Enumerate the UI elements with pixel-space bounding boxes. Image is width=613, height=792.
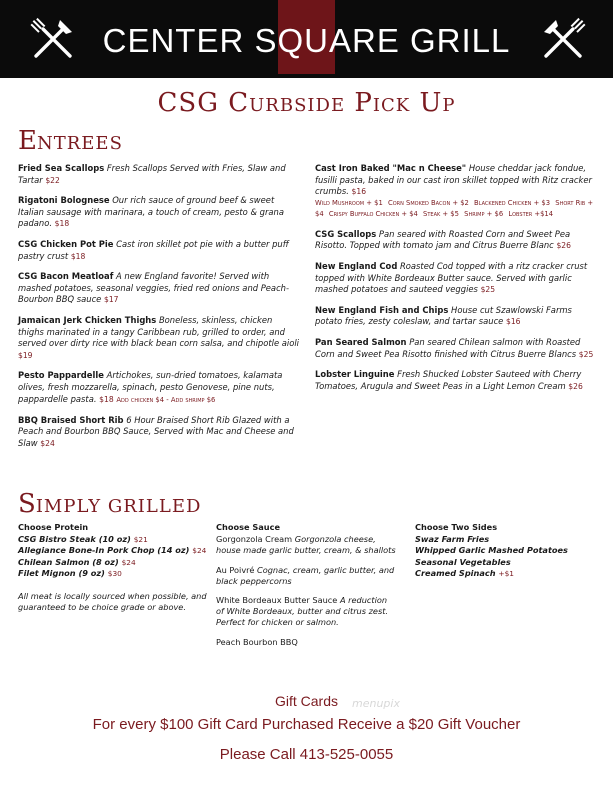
entrees-heading: [18, 126, 123, 156]
entrees-right-column: [315, 163, 599, 401]
grilled-heading-initial: S: [18, 489, 36, 519]
sauce-option: [216, 565, 396, 587]
item-price: $22: [45, 175, 60, 185]
protein-price: $30: [107, 568, 122, 578]
item-description: House cut Szawlowski Farms potato fries, zesty coleslaw, and tartar sauce: [315, 304, 572, 327]
protein-option: [18, 568, 208, 579]
menu-item: [315, 163, 599, 220]
item-name: Cast Iron Baked "Mac n Cheese": [315, 163, 467, 173]
item-price: $25: [480, 285, 496, 295]
protein-name: Allegiance Bone-In Pork Chop (14 oz): [18, 545, 190, 556]
sauce-name: White Bordeaux Butter Sauce: [216, 595, 338, 606]
item-description: Boneless, skinless, chicken thighs marinated in a tangy Caribbean rub, grilled to order, and served over dirty rice with black bean corn salsa, and chipotle aioli: [18, 314, 300, 349]
item-price: $18: [70, 251, 86, 261]
item-name: New England Cod: [315, 260, 398, 271]
item-addons: Add chicken $4 - Add shrimp $6: [116, 395, 216, 404]
item-price: $18: [54, 219, 70, 229]
protein-name: Filet Mignon (9 oz): [18, 567, 105, 578]
phone-number: Please Call 413-525-0055: [219, 746, 394, 763]
menu-item: [18, 163, 300, 186]
item-name: Lobster Linguine: [315, 369, 395, 380]
protein-heading: Choose Protein: [18, 522, 89, 532]
sauce-name: Peach Bourbon BBQ: [216, 636, 298, 647]
protein-name: Chilean Salmon (8 oz): [18, 556, 119, 567]
addon-option: Wild Mushroom + $1: [315, 198, 383, 207]
menu-item: [315, 229, 599, 252]
sourcing-note: All meat is locally sourced when possible, and guaranteed to be choice grade or above.: [18, 591, 207, 613]
item-description: Roasted Cod topped with a ritz cracker crust topped with White Bordeaux Butter sauce. Served with garlic mashed potatoes and sauteed veggies: [315, 260, 588, 295]
menu-item: [18, 239, 300, 262]
item-name: Pesto Pappardelle: [18, 370, 104, 381]
side-name: Seasonal Vegetables: [415, 556, 511, 567]
item-price: $18: [99, 394, 114, 404]
menu-item: [18, 370, 300, 405]
gift-cards-title: Gift Cards: [274, 693, 338, 709]
entrees-heading-rest: NTREES: [36, 133, 123, 154]
side-option: [415, 568, 600, 579]
protein-option: [18, 534, 208, 545]
item-name: BBQ Braised Short Rib: [18, 414, 124, 425]
addon-option: Corn Smoked Bacon + $2: [387, 198, 469, 207]
addon-option: Steak + $5: [423, 209, 459, 218]
menu-item: [315, 305, 599, 328]
sauce-description: Cognac, cream, garlic butter, and black peppercorns: [216, 564, 395, 586]
restaurant-name: CENTER SQUARE GRILL: [102, 22, 511, 59]
grilled-heading-rest: IMPLY GRILLED: [35, 496, 202, 517]
item-name: New England Fish and Chips: [315, 304, 449, 315]
protein-name: CSG Bistro Steak (10 oz): [18, 534, 131, 545]
sauce-heading: Choose Sauce: [216, 522, 281, 532]
header-banner: [0, 0, 613, 78]
item-price: $24: [40, 438, 55, 448]
item-description: House cheddar jack fondue, fusilli pasta, baked in our cast iron skillet topped with Ritz cracker crumbs.: [315, 163, 592, 197]
item-description: Pan seared with Roasted Corn and Sweet Pea Risotto. Topped with tomato jam and Citrus Buerre Blanc: [315, 228, 571, 251]
item-description: A new England favorite! Served with mashed potatoes, seasonal veggies, fried red onions and Peach-Bourbon BBQ sauce: [18, 271, 289, 305]
entrees-heading-initial: E: [18, 126, 37, 156]
sauce-option: [216, 595, 396, 629]
side-name: Whipped Garlic Mashed Potatoes: [415, 545, 568, 556]
sides-column: [415, 522, 600, 579]
item-description: Fresh Scallops Served with Fries, Slaw and Tartar: [18, 163, 286, 185]
addon-option: Short Rib + $4: [315, 198, 594, 218]
menu-item: [18, 415, 300, 450]
item-name: Rigatoni Bolognese: [18, 195, 110, 206]
entrees-left-column: [18, 163, 300, 458]
item-description: Artichokes, sun-dried tomatoes, kalamata olives, fresh mozzarella, spinach, pesto Genovese, pine nuts, pappardelle pasta.: [18, 370, 283, 404]
protein-price: $24: [192, 546, 207, 556]
gift-card-offer: For every $100 Gift Card Purchased Receive a $20 Gift Voucher: [92, 716, 521, 733]
protein-column: [18, 522, 208, 613]
fork-knife-icon: [540, 16, 586, 62]
menu-item: [315, 261, 599, 296]
side-name: Swaz Farm Fries: [415, 534, 490, 545]
item-price: $25: [578, 349, 594, 359]
item-name: CSG Bacon Meatloaf: [18, 271, 114, 282]
addon-option: Lobster +$14: [508, 209, 554, 218]
item-description: Pan seared Chilean salmon with Roasted Corn and Sweet Pea Risotto finished with Citrus Buerre Blancs: [315, 336, 581, 359]
sauce-name: Gorgonzola Cream: [216, 534, 293, 545]
item-description: 6 Hour Braised Short Rib Glazed with a Peach and Bourbon BBQ Sauce, Served with Mac and Cheese and Slaw: [18, 414, 294, 448]
sauce-option: [216, 637, 396, 648]
item-description: Cast iron skillet pot pie with a butter puff pastry crust: [18, 238, 289, 261]
menu-item: [18, 271, 300, 306]
watermark: menupix: [352, 697, 400, 710]
protein-option: [18, 557, 208, 568]
side-option: [415, 545, 600, 556]
protein-price: $24: [121, 557, 136, 567]
item-price: $16: [351, 187, 367, 197]
menu-item: [18, 315, 300, 361]
menu-item: [315, 369, 599, 392]
item-price: $16: [506, 317, 521, 327]
addon-option: Blackened Chicken + $3: [474, 198, 551, 207]
item-name: Pan Seared Salmon: [315, 336, 407, 347]
sauce-column: [216, 522, 396, 656]
side-option: [415, 534, 600, 545]
side-name: Creamed Spinach: [415, 567, 496, 578]
item-name: Jamaican Jerk Chicken Thighs: [18, 314, 157, 325]
item-price: $26: [556, 241, 571, 251]
sides-heading: Choose Two Sides: [415, 522, 498, 532]
sauce-description: A reduction of White Bordeaux, butter and citrus zest. Perfect for chicken or salmon.: [216, 595, 389, 628]
item-price: $26: [568, 381, 583, 391]
item-description: Our rich sauce of ground beef & sweet Italian sausage with marinara, a touch of cream, pesto & grana padano.: [18, 195, 284, 229]
grilled-heading: [18, 489, 201, 519]
menu-item: [18, 195, 300, 230]
page-title: CSG Curbside Pick Up: [157, 88, 456, 118]
side-price: +$1: [498, 568, 514, 578]
addon-option: Shrimp + $6: [464, 209, 504, 218]
protein-option: [18, 545, 208, 556]
sauce-description: Gorgonzola cheese, house made garlic butter, cream, & shallots: [216, 534, 396, 556]
item-name: CSG Chicken Pot Pie: [18, 238, 114, 249]
item-name: Fried Sea Scallops: [18, 163, 105, 173]
item-description: Fresh Shucked Lobster Sauteed with Cherry Tomatoes, Arugula and Sweet Peas in a Light Lemon Cream: [315, 369, 582, 391]
side-option: [415, 557, 600, 568]
addon-option: Crispy Buffalo Chicken + $4: [328, 209, 418, 218]
item-name: CSG Scallops: [315, 228, 377, 239]
protein-price: $21: [133, 535, 148, 545]
item-price: $19: [18, 350, 33, 360]
sauce-option: [216, 534, 396, 556]
sauce-name: Au Poivré: [216, 564, 255, 575]
menu-item: [315, 337, 599, 360]
item-price: $17: [104, 295, 119, 305]
item-addons: [315, 198, 599, 220]
